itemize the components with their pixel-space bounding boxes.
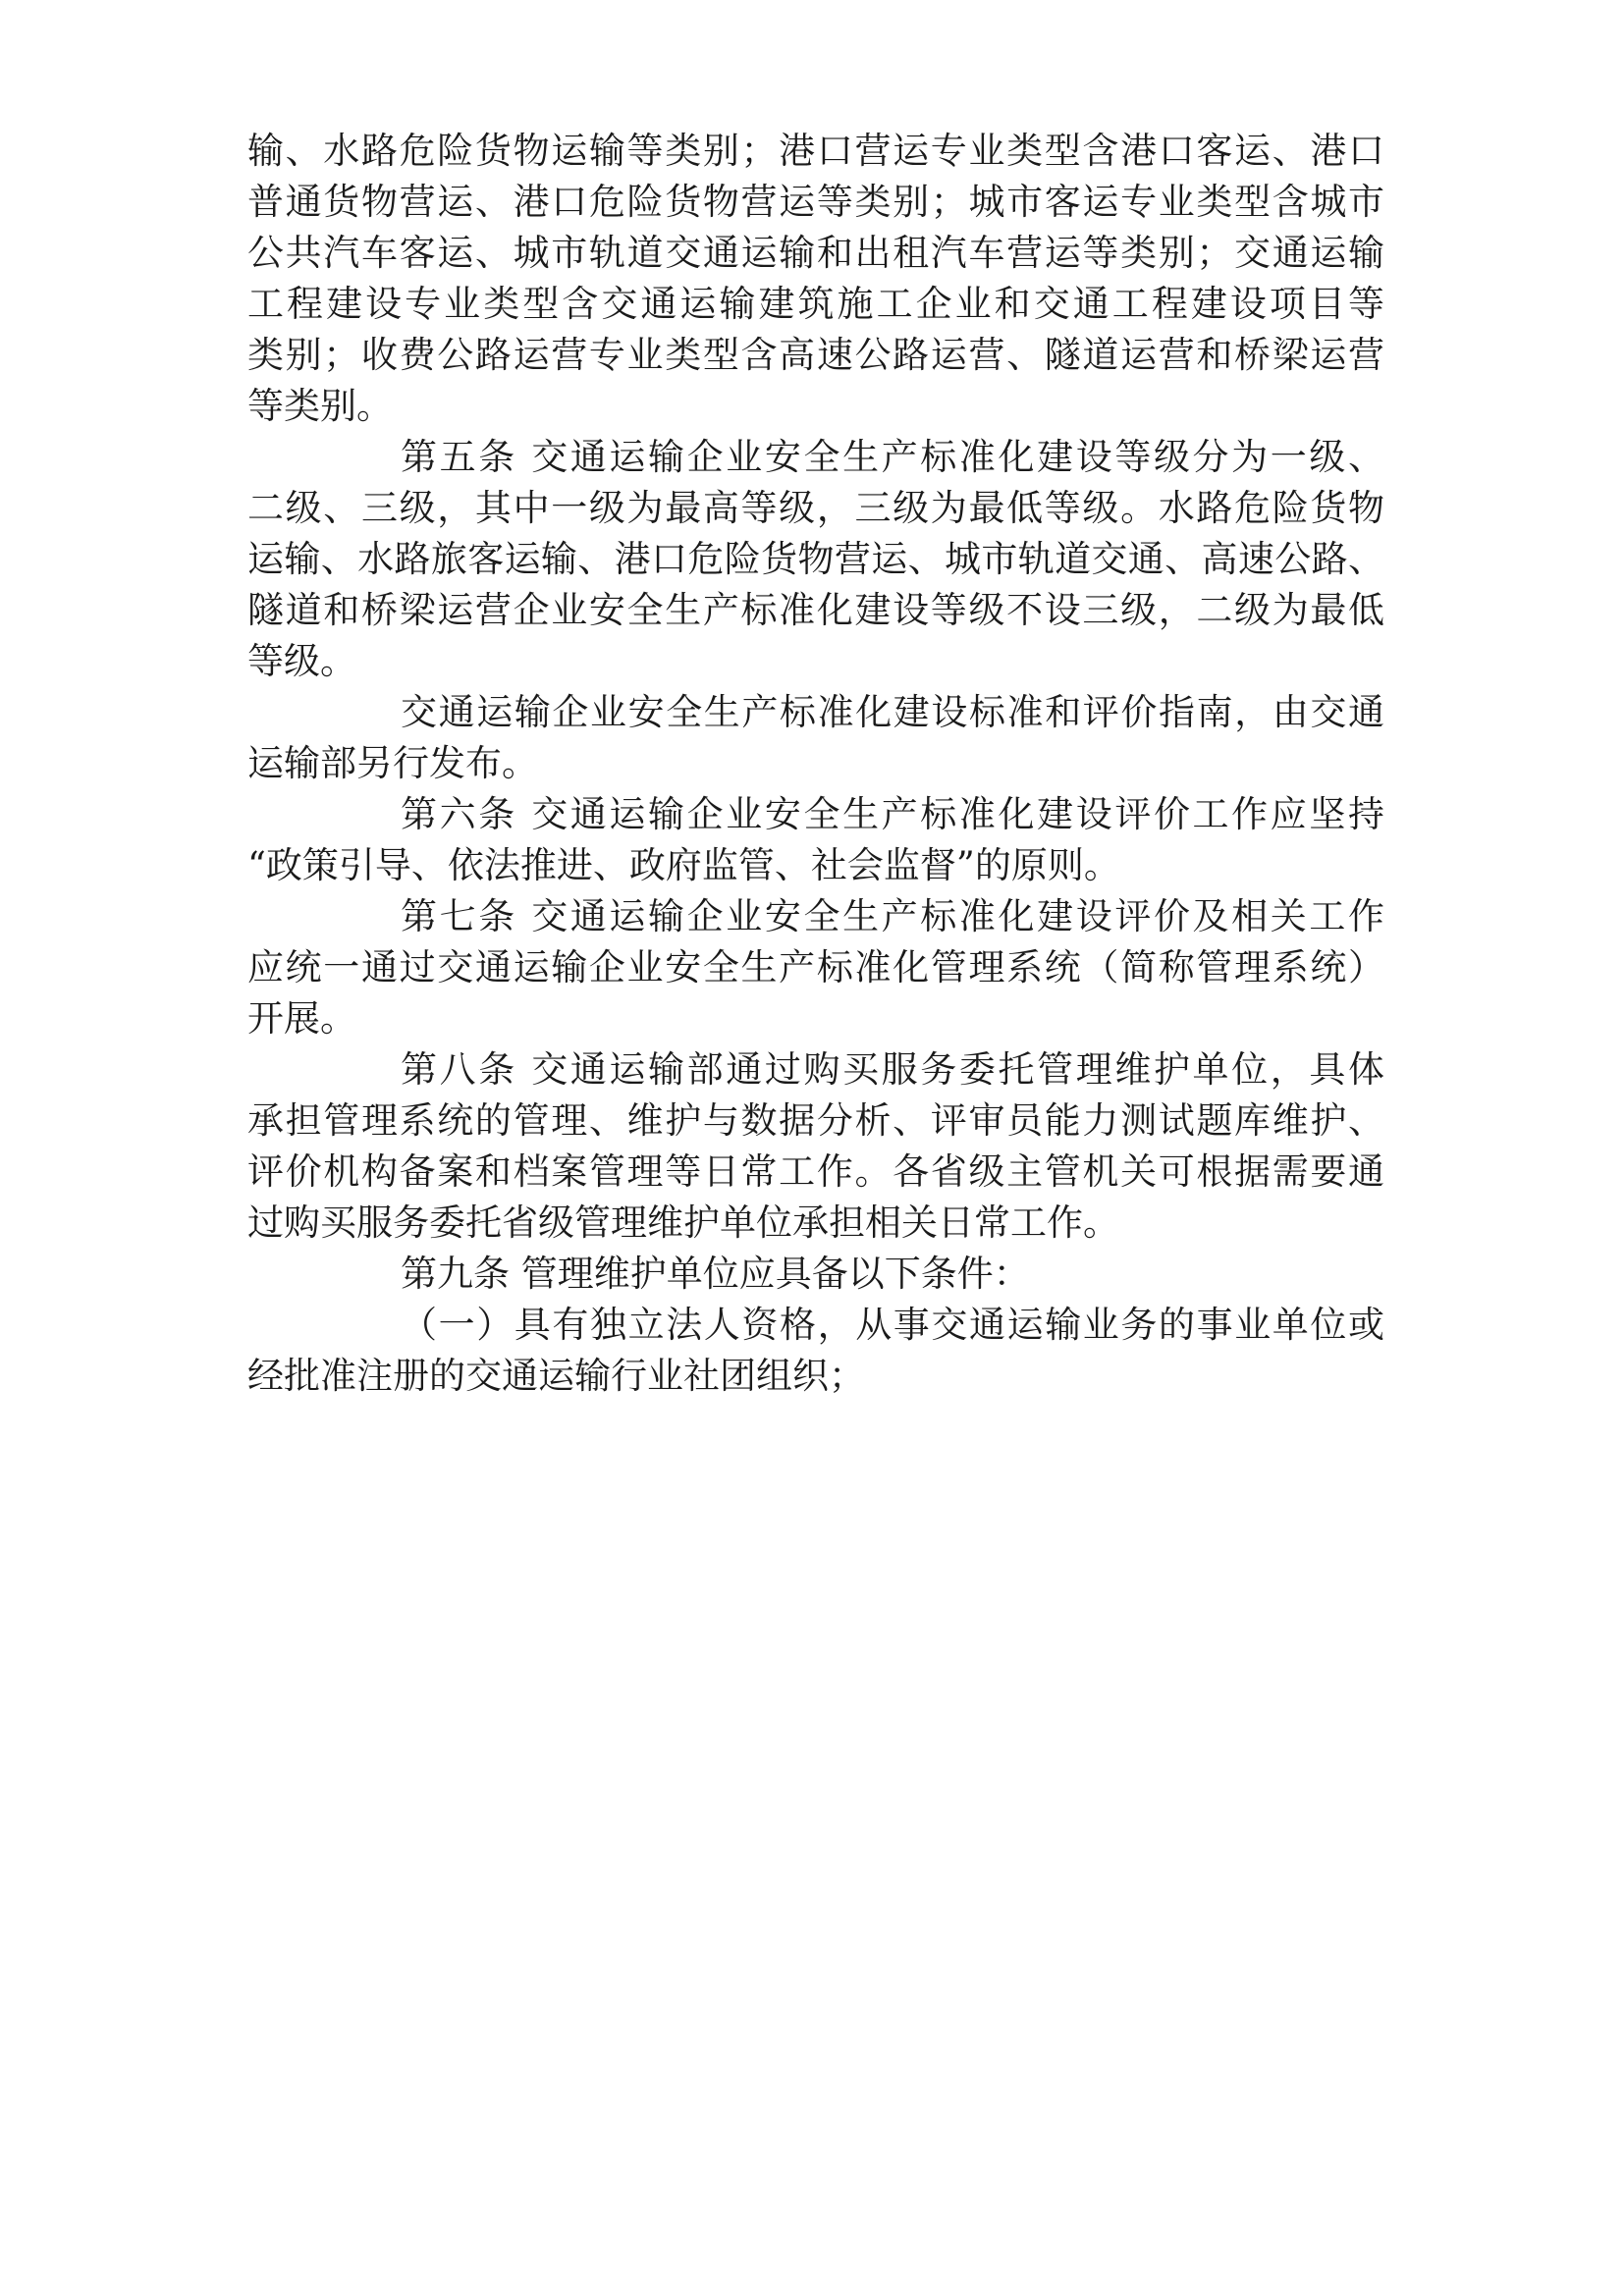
text-line: 等类别。	[247, 385, 393, 427]
text-line: 过购买服务委托省级管理维护单位承担相关日常工作。	[247, 1201, 1119, 1244]
text-line: 经批准注册的交通运输行业社团组织；	[247, 1355, 865, 1397]
text-line: 公共汽车客运、城市轨道交通运输和出租汽车营运等类别；交通运输	[247, 232, 1384, 274]
text-line: “政策引导、依法推进、政府监管、社会监督”的原则。	[247, 844, 1120, 886]
text-line: 运输部另行发布。	[247, 742, 538, 784]
text-line: 输、水路危险货物运输等类别；港口营运专业类型含港口客运、港口	[247, 130, 1384, 172]
article-heading-line: 第七条 交通运输企业安全生产标准化建设评价及相关工作	[401, 895, 1384, 937]
text-line: 普通货物营运、港口危险货物营运等类别；城市客运专业类型含城市	[247, 181, 1384, 223]
text-line: 开展。	[247, 997, 356, 1040]
article-heading-line: 第九条 管理维护单位应具备以下条件：	[401, 1253, 1030, 1295]
text-line: 类别；收费公路运营专业类型含高速公路运营、隧道运营和桥梁运营	[247, 334, 1384, 376]
paragraph-line: 交通运输企业安全生产标准化建设标准和评价指南，由交通	[401, 691, 1384, 733]
text-line: 评价机构备案和档案管理等日常工作。各省级主管机关可根据需要通	[247, 1150, 1384, 1193]
article-heading-line: 第五条 交通运输企业安全生产标准化建设等级分为一级、	[401, 436, 1384, 478]
article-heading-line: 第八条 交通运输部通过购买服务委托管理维护单位，具体	[401, 1048, 1384, 1091]
text-line: 隧道和桥梁运营企业安全生产标准化建设等级不设三级，二级为最低	[247, 589, 1384, 631]
text-line: 工程建设专业类型含交通运输建筑施工企业和交通工程建设项目等	[247, 283, 1384, 325]
list-item-line: （一）具有独立法人资格，从事交通运输业务的事业单位或	[401, 1304, 1384, 1346]
text-line: 运输、水路旅客运输、港口危险货物营运、城市轨道交通、高速公路、	[247, 538, 1384, 580]
article-heading-line: 第六条 交通运输企业安全生产标准化建设评价工作应坚持	[401, 793, 1384, 835]
text-line: 二级、三级，其中一级为最高等级，三级为最低等级。水路危险货物	[247, 487, 1384, 529]
text-line: 等级。	[247, 640, 356, 682]
text-line: 应统一通过交通运输企业安全生产标准化管理系统（简称管理系统）	[247, 946, 1384, 988]
text-line: 承担管理系统的管理、维护与数据分析、评审员能力测试题库维护、	[247, 1099, 1384, 1142]
